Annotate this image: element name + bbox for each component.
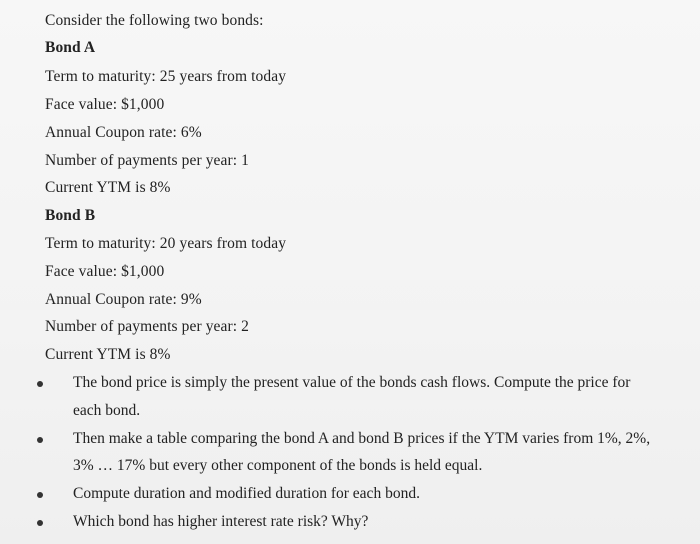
bond-b-face: Face value: $1,000 xyxy=(45,263,165,280)
bond-a-ytm: Current YTM is 8% xyxy=(45,179,171,196)
bond-b-term: Term to maturity: 20 years from today xyxy=(45,235,287,252)
bullet-dot-icon xyxy=(37,520,43,526)
bullet-dot-icon xyxy=(37,381,43,387)
bullet-dot-icon xyxy=(37,437,43,443)
bullet-2-line-2: 3% … 17% but every other component of the bonds is held equal. xyxy=(73,457,483,474)
bond-a-heading: Bond A xyxy=(45,39,96,56)
bond-b-coupon: Annual Coupon rate: 9% xyxy=(45,291,202,308)
bond-b-ytm: Current YTM is 8% xyxy=(45,346,171,363)
bullet-dot-icon xyxy=(37,492,43,498)
bond-b-payments: Number of payments per year: 2 xyxy=(45,318,250,335)
bond-a-payments: Number of payments per year: 1 xyxy=(45,152,250,169)
bond-a-face: Face value: $1,000 xyxy=(45,96,165,113)
bullet-2-line-1: Then make a table comparing the bond A and bond B prices if the YTM varies from 1%, 2%, xyxy=(73,430,651,447)
bond-b-heading: Bond B xyxy=(45,207,96,224)
bullet-4-line-1: Which bond has higher interest rate risk? Why? xyxy=(73,513,369,530)
intro-text: Consider the following two bonds: xyxy=(45,12,264,29)
bullet-1-line-2: each bond. xyxy=(73,402,141,419)
bullet-1-line-1: The bond price is simply the present value of the bonds cash flows. Compute the price for xyxy=(73,374,631,391)
bullet-3-line-1: Compute duration and modified duration for each bond. xyxy=(73,485,420,502)
bond-a-coupon: Annual Coupon rate: 6% xyxy=(45,124,202,141)
bond-a-term: Term to maturity: 25 years from today xyxy=(45,68,287,85)
